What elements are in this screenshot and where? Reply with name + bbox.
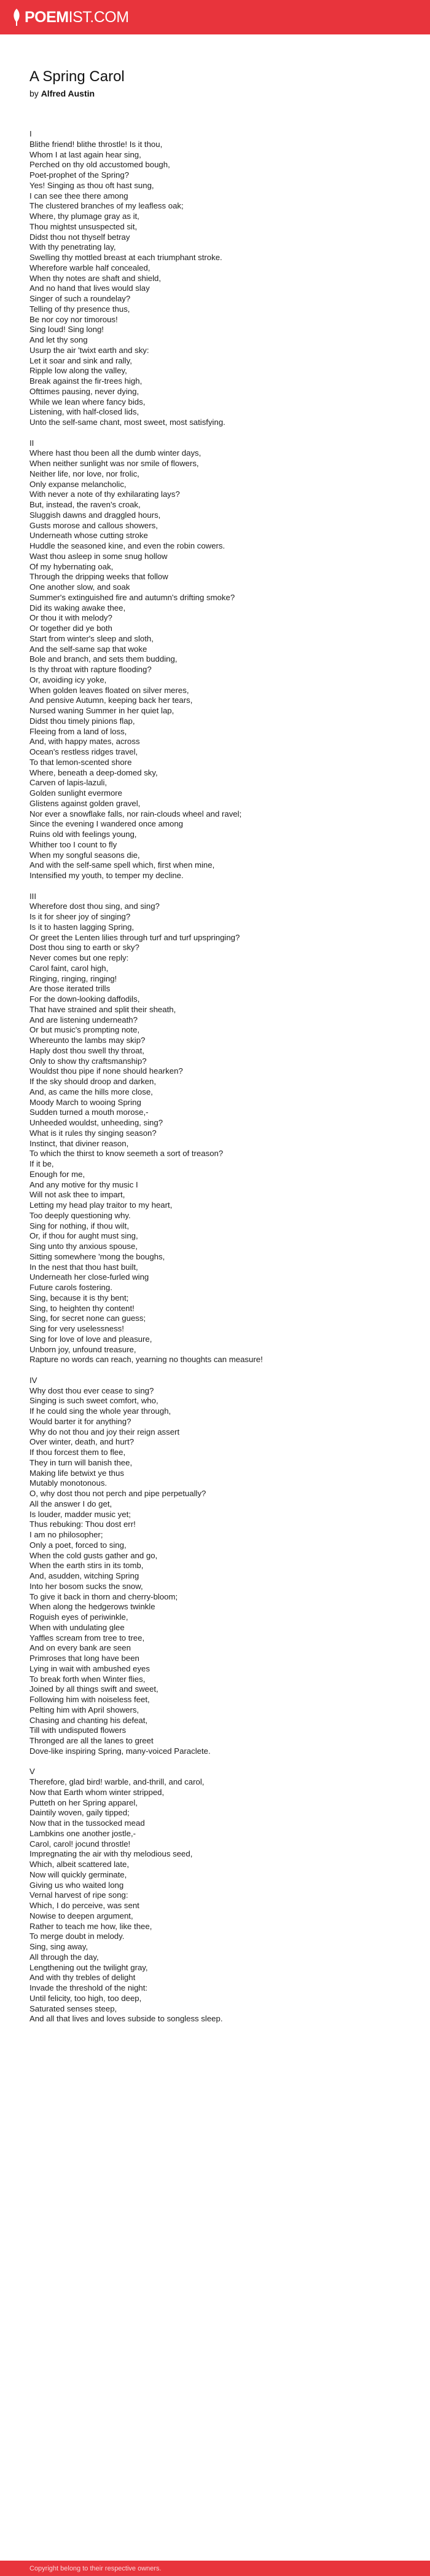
poem-line: But, instead, the raven's croak, xyxy=(29,500,141,509)
poem-line: Swelling thy mottled breast at each triumphant stroke. xyxy=(29,253,222,262)
poem-line: Primroses that long have been xyxy=(29,1654,139,1663)
poem-line: When my songful seasons die, xyxy=(29,850,140,860)
poem-line: Sing unto thy anxious spouse, xyxy=(29,1242,138,1251)
poem-line: Fleeing from a land of loss, xyxy=(29,726,127,736)
poem-line: Ruins old with feelings young, xyxy=(29,830,137,839)
poem-line: And no hand that lives would slay xyxy=(29,283,150,293)
poem-line: Or, if thou for aught must sing, xyxy=(29,1231,138,1241)
poem-line: Unto the self-same chant, most sweet, most satisfying. xyxy=(29,418,225,427)
poem-line: Thronged are all the lanes to greet xyxy=(29,1736,154,1745)
poem-line: Mutably monotonous. xyxy=(29,1478,108,1488)
poem-line: Letting my head play traitor to my heart, xyxy=(29,1200,173,1210)
poem-line: Golden sunlight evermore xyxy=(29,788,123,798)
stanza xyxy=(29,129,401,428)
poem-line: Giving us who waited long xyxy=(29,1880,124,1890)
poem-line: Which, albeit scattered late, xyxy=(29,1860,129,1869)
author-link[interactable]: Alfred Austin xyxy=(41,89,95,98)
poem-line: Roguish eyes of periwinkle, xyxy=(29,1612,128,1622)
poem-body xyxy=(29,129,401,2024)
poem-line: What is it rules thy singing season? xyxy=(29,1128,157,1138)
poem-line: Of my hybernating oak, xyxy=(29,561,114,571)
stanza xyxy=(29,1767,401,2024)
site-header xyxy=(0,0,430,34)
poem-line: Underneath her close-furled wing xyxy=(29,1272,149,1282)
byline-prefix: by xyxy=(29,89,39,98)
poem-line: Why dost thou ever cease to sing? xyxy=(29,1385,154,1395)
poem-line: Or greet the Lenten lilies through turf and turf upspringing? xyxy=(29,932,240,942)
poem-line: Sluggish dawns and draggled hours, xyxy=(29,510,161,520)
poem-line: Only expanse melancholic, xyxy=(29,479,127,489)
poem-line: And, with happy mates, across xyxy=(29,737,140,747)
poem-line: Sudden turned a mouth morose,- xyxy=(29,1108,149,1117)
poem-line: When thy notes are shaft and shield, xyxy=(29,273,162,283)
poem-line: Summer's extinguished fire and autumn's drifting smoke? xyxy=(29,592,235,602)
logo-text-light: IST.COM xyxy=(68,8,129,26)
logo-text-bold: POEM xyxy=(25,8,69,26)
poem-line: Sing for very uselessness! xyxy=(29,1324,124,1333)
poem-line: Didst thou timely pinions flap, xyxy=(29,716,135,726)
poem-line: And the self-same sap that woke xyxy=(29,644,147,654)
poem-line: Whom I at last again hear sing, xyxy=(29,149,141,159)
poem-line: Is it for sheer joy of singing? xyxy=(29,912,131,921)
poem-line: Rapture no words can reach, yearning no thoughts can measure! xyxy=(29,1355,263,1365)
poem-line: Lying in wait with ambushed eyes xyxy=(29,1663,150,1673)
poem-line: Invade the threshold of the night: xyxy=(29,1983,148,1992)
poem-line: Yaffles scream from tree to tree, xyxy=(29,1633,145,1643)
poem-line: Where, thy plumage gray as it, xyxy=(29,212,139,221)
poem-line: Nowise to deepen argument, xyxy=(29,1911,133,1920)
poem-line: Wherefore warble half concealed, xyxy=(29,263,150,272)
poem-line: Why do not thou and joy their reign assert xyxy=(29,1427,180,1437)
poem-line: The clustered branches of my leafless oak; xyxy=(29,201,184,211)
poem-line: With thy penetrating lay, xyxy=(29,242,116,252)
poem-line: Into her bosom sucks the snow, xyxy=(29,1581,143,1591)
poem-line: Rather to teach me how, like thee, xyxy=(29,1921,152,1931)
poem-line: And with thy trebles of delight xyxy=(29,1973,136,1983)
poem-line: Instinct, that diviner reason, xyxy=(29,1138,129,1148)
poem-article xyxy=(29,68,401,2035)
stanza xyxy=(29,1376,401,1757)
poem-line: Break against the fir-trees high, xyxy=(29,376,143,386)
poem-line: Or together did ye both xyxy=(29,624,112,633)
poem-line: Is louder, madder music yet; xyxy=(29,1509,131,1519)
poem-line: Wast thou asleep in some snug hollow xyxy=(29,551,168,561)
poem-line: I am no philosopher; xyxy=(29,1530,103,1539)
poem-line: While we lean where fancy bids, xyxy=(29,397,146,406)
poem-line: Which, I do perceive, was sent xyxy=(29,1901,139,1910)
poem-line: Where hast thou been all the dumb winter days, xyxy=(29,448,201,458)
poem-line: Dove-like inspiring Spring, many-voiced Paraclete. xyxy=(29,1746,211,1756)
poem-line: Impregnating the air with thy melodious seed, xyxy=(29,1849,193,1859)
poem-line: Daintily woven, gaily tipped; xyxy=(29,1808,130,1818)
poem-line: Listening, with half-closed lids, xyxy=(29,407,139,417)
poem-line: Where, beneath a deep-domed sky, xyxy=(29,767,158,777)
poem-line: Over winter, death, and hurt? xyxy=(29,1437,135,1447)
poem-line: To merge doubt in melody. xyxy=(29,1932,125,1941)
poem-line: Dost thou sing to earth or sky? xyxy=(29,943,139,953)
poem-line: And, as came the hills more close, xyxy=(29,1087,153,1096)
poem-line: Since the evening I wandered once among xyxy=(29,819,184,829)
poem-line: Never comes but one reply: xyxy=(29,953,129,962)
poem-line: Carven of lapis-lazuli, xyxy=(29,778,108,788)
poem-line: Nor ever a snowflake falls, nor rain-clouds wheel and ravel; xyxy=(29,809,242,818)
poem-line: Sing, sing away, xyxy=(29,1942,88,1951)
poem-line: When golden leaves floated on silver meres, xyxy=(29,685,189,695)
poem-line: Now that in the tussocked mead xyxy=(29,1818,145,1828)
stanza-number: V xyxy=(29,1767,35,1777)
poem-line: Bole and branch, and sets them budding, xyxy=(29,654,178,664)
poem-line: And on every bank are seen xyxy=(29,1643,131,1653)
poem-line: Or, avoiding icy yoke, xyxy=(29,675,107,684)
poem-line: Thou mightst unsuspected sit, xyxy=(29,221,138,231)
poem-line: Moody March to wooing Spring xyxy=(29,1097,141,1107)
poem-line: Through the dripping weeks that follow xyxy=(29,572,168,582)
poem-line: Whereunto the lambs may skip? xyxy=(29,1036,146,1045)
poem-line: Sing, because it is thy bent; xyxy=(29,1293,129,1302)
poem-line: Thus rebuking: Thou dost err! xyxy=(29,1520,136,1529)
poem-line: I can see thee there among xyxy=(29,191,128,200)
poem-line: Until felicity, too high, too deep, xyxy=(29,1993,142,2003)
poem-line: If he could sing the whole year through, xyxy=(29,1406,171,1416)
poem-line: Nursed waning Summer in her quiet lap, xyxy=(29,706,174,715)
poem-line: They in turn will banish thee, xyxy=(29,1457,133,1467)
poem-line: Making life betwixt ye thus xyxy=(29,1468,124,1478)
poem-line: Till with undisputed flowers xyxy=(29,1726,127,1735)
copyright-text: Copyright belong to their respective owners. xyxy=(29,2564,162,2572)
poem-line: And all that lives and loves subside to songless sleep. xyxy=(29,2014,223,2024)
poem-line: Be nor coy nor timorous! xyxy=(29,314,118,324)
poem-line: And with the self-same spell which, first when mine, xyxy=(29,860,215,870)
poem-line: With never a note of thy exhilarating lays? xyxy=(29,489,180,499)
poem-line: Sing, for secret none can guess; xyxy=(29,1314,146,1323)
poem-line: To that lemon-scented shore xyxy=(29,757,132,767)
poem-line: All the answer I do get, xyxy=(29,1499,112,1508)
poem-line: Only to show thy craftsmanship? xyxy=(29,1056,147,1066)
poem-line: Wherefore dost thou sing, and sing? xyxy=(29,902,160,911)
poem-line: Unborn joy, unfound treasure, xyxy=(29,1344,136,1354)
poem-line: One another slow, and soak xyxy=(29,582,130,592)
poem-line: Vernal harvest of ripe song: xyxy=(29,1890,128,1900)
poem-line: Following him with noiseless feet, xyxy=(29,1695,150,1704)
poem-line: Sing loud! Sing long! xyxy=(29,325,104,335)
poem-line: When with undulating glee xyxy=(29,1622,125,1632)
poem-line: Pelting him with April showers, xyxy=(29,1705,139,1714)
poem-line: And pensive Autumn, keeping back her tears, xyxy=(29,696,193,705)
poem-line: Didst thou not thyself betray xyxy=(29,232,130,242)
byline xyxy=(29,87,401,100)
poem-line: For the down-looking daffodils, xyxy=(29,994,140,1004)
poem-line: Lambkins one another jostle,- xyxy=(29,1828,136,1838)
stanza-number: I xyxy=(29,129,32,138)
poem-line: Wouldst thou pipe if none should hearken? xyxy=(29,1066,183,1076)
poem-line: Sitting somewhere 'mong the boughs, xyxy=(29,1251,165,1261)
poem-line: Sing for love of love and pleasure, xyxy=(29,1334,152,1344)
poem-line: Ofttimes pausing, never dying, xyxy=(29,386,139,396)
poem-line: Haply dost thou swell thy throat, xyxy=(29,1045,144,1055)
poem-line: Poet-prophet of the Spring? xyxy=(29,170,130,180)
site-logo[interactable] xyxy=(12,8,129,26)
poem-line: Huddle the seasoned kine, and even the robin cowers. xyxy=(29,541,225,550)
poem-line: Only a poet, forced to sing, xyxy=(29,1540,127,1550)
poem-line: If thou forcest them to flee, xyxy=(29,1448,126,1457)
poem-line: When the earth stirs in its tomb, xyxy=(29,1561,144,1571)
poem-line: When neither sunlight was nor smile of flowers, xyxy=(29,459,199,468)
poem-line: Gusts morose and callous showers, xyxy=(29,520,158,530)
poem-line: Or thou it with melody? xyxy=(29,613,112,623)
poem-line: Whither too I count to fly xyxy=(29,839,117,849)
poem-line: Will not ask thee to impart, xyxy=(29,1190,125,1200)
poem-line: Is thy throat with rapture flooding? xyxy=(29,665,152,674)
poem-line: Perched on thy old accustomed bough, xyxy=(29,160,170,170)
poem-line: Lengthening out the twilight gray, xyxy=(29,1962,148,1972)
stanza-number: III xyxy=(29,891,36,901)
stanza xyxy=(29,892,401,1366)
poem-line: Ringing, ringing, ringing! xyxy=(29,973,117,983)
poem-line: Singing is such sweet comfort, who, xyxy=(29,1396,158,1406)
poem-line: And let thy song xyxy=(29,335,88,344)
poem-line: Now that Earth whom winter stripped, xyxy=(29,1787,165,1797)
poem-line: And are listening underneath? xyxy=(29,1015,138,1024)
poem-line: Start from winter's sleep and sloth, xyxy=(29,633,154,643)
poem-line: Would barter it for anything? xyxy=(29,1416,131,1426)
poem-line: O, why dost thou not perch and pipe perpetually? xyxy=(29,1489,206,1498)
poem-line: Sing for nothing, if thou wilt, xyxy=(29,1221,130,1231)
stanza xyxy=(29,438,401,881)
poem-line: Chasing and chanting his defeat, xyxy=(29,1715,148,1725)
poem-line: And any motive for thy music I xyxy=(29,1179,138,1189)
poem-line: Singer of such a roundelay? xyxy=(29,294,131,303)
poem-line: Sing, to heighten thy content! xyxy=(29,1303,135,1313)
poem-line: Putteth on her Spring apparel, xyxy=(29,1797,138,1807)
poem-line: Carol faint, carol high, xyxy=(29,963,109,973)
poem-line: Usurp the air 'twixt earth and sky: xyxy=(29,345,149,355)
poem-line: Enough for me, xyxy=(29,1169,85,1179)
poem-line: To break forth when Winter flies, xyxy=(29,1674,146,1684)
poem-line: Yes! Singing as thou oft hast sung, xyxy=(29,180,154,190)
poem-line: Glistens against golden gravel, xyxy=(29,798,141,808)
poem-line: When along the hedgerows twinkle xyxy=(29,1602,155,1612)
poem-line: Carol, carol! jocund throstle! xyxy=(29,1839,131,1849)
poem-line: And, asudden, witching Spring xyxy=(29,1571,139,1580)
stanza-number: IV xyxy=(29,1375,37,1385)
poem-line: Too deeply questioning why. xyxy=(29,1210,131,1220)
poem-line: To give it back in thorn and cherry-bloom; xyxy=(29,1591,178,1601)
poem-line: Now will quickly germinate, xyxy=(29,1869,127,1879)
poem-line: Therefore, glad bird! warble, and-thrill, and carol, xyxy=(29,1777,205,1786)
poem-line: Joined by all things swift and sweet, xyxy=(29,1684,158,1694)
poem-line: Underneath whose cutting stroke xyxy=(29,531,148,541)
poem-line: If it be, xyxy=(29,1159,54,1168)
poem-line: Future carols fostering. xyxy=(29,1283,112,1292)
poem-line: Are those iterated trills xyxy=(29,984,111,994)
poem-line: Did its waking awake thee, xyxy=(29,603,126,612)
poem-line: When the cold gusts gather and go, xyxy=(29,1550,158,1560)
poem-line: Telling of thy presence thus, xyxy=(29,304,130,314)
poem-line: Let it soar and sink and rally, xyxy=(29,355,132,365)
poem-line: If the sky should droop and darken, xyxy=(29,1077,157,1086)
poem-line: To which the thirst to know seemeth a sort of treason? xyxy=(29,1149,224,1159)
poem-line: Blithe friend! blithe throstle! Is it thou, xyxy=(29,139,163,149)
poem-line: Unheeded wouldst, unheeding, sing? xyxy=(29,1118,163,1127)
poem-line: Saturated senses steep, xyxy=(29,2003,117,2013)
poem-line: That have strained and split their sheath, xyxy=(29,1004,176,1014)
poem-line: Ocean's restless ridges travel, xyxy=(29,747,138,756)
stanza-number: II xyxy=(29,438,34,448)
poem-line: Neither life, nor love, nor frolic, xyxy=(29,469,139,478)
quill-icon xyxy=(12,8,21,26)
poem-line: Or but music's prompting note, xyxy=(29,1025,140,1035)
poem-line: Ripple low along the valley, xyxy=(29,366,127,376)
poem-title: A Spring Carol xyxy=(29,68,125,85)
poem-line: In the nest that thou hast built, xyxy=(29,1262,138,1272)
site-footer xyxy=(0,2561,430,2576)
poem-line: Intensified my youth, to temper my decline. xyxy=(29,871,184,880)
poem-line: All through the day, xyxy=(29,1952,99,1962)
poem-line: Is it to hasten lagging Spring, xyxy=(29,922,135,932)
